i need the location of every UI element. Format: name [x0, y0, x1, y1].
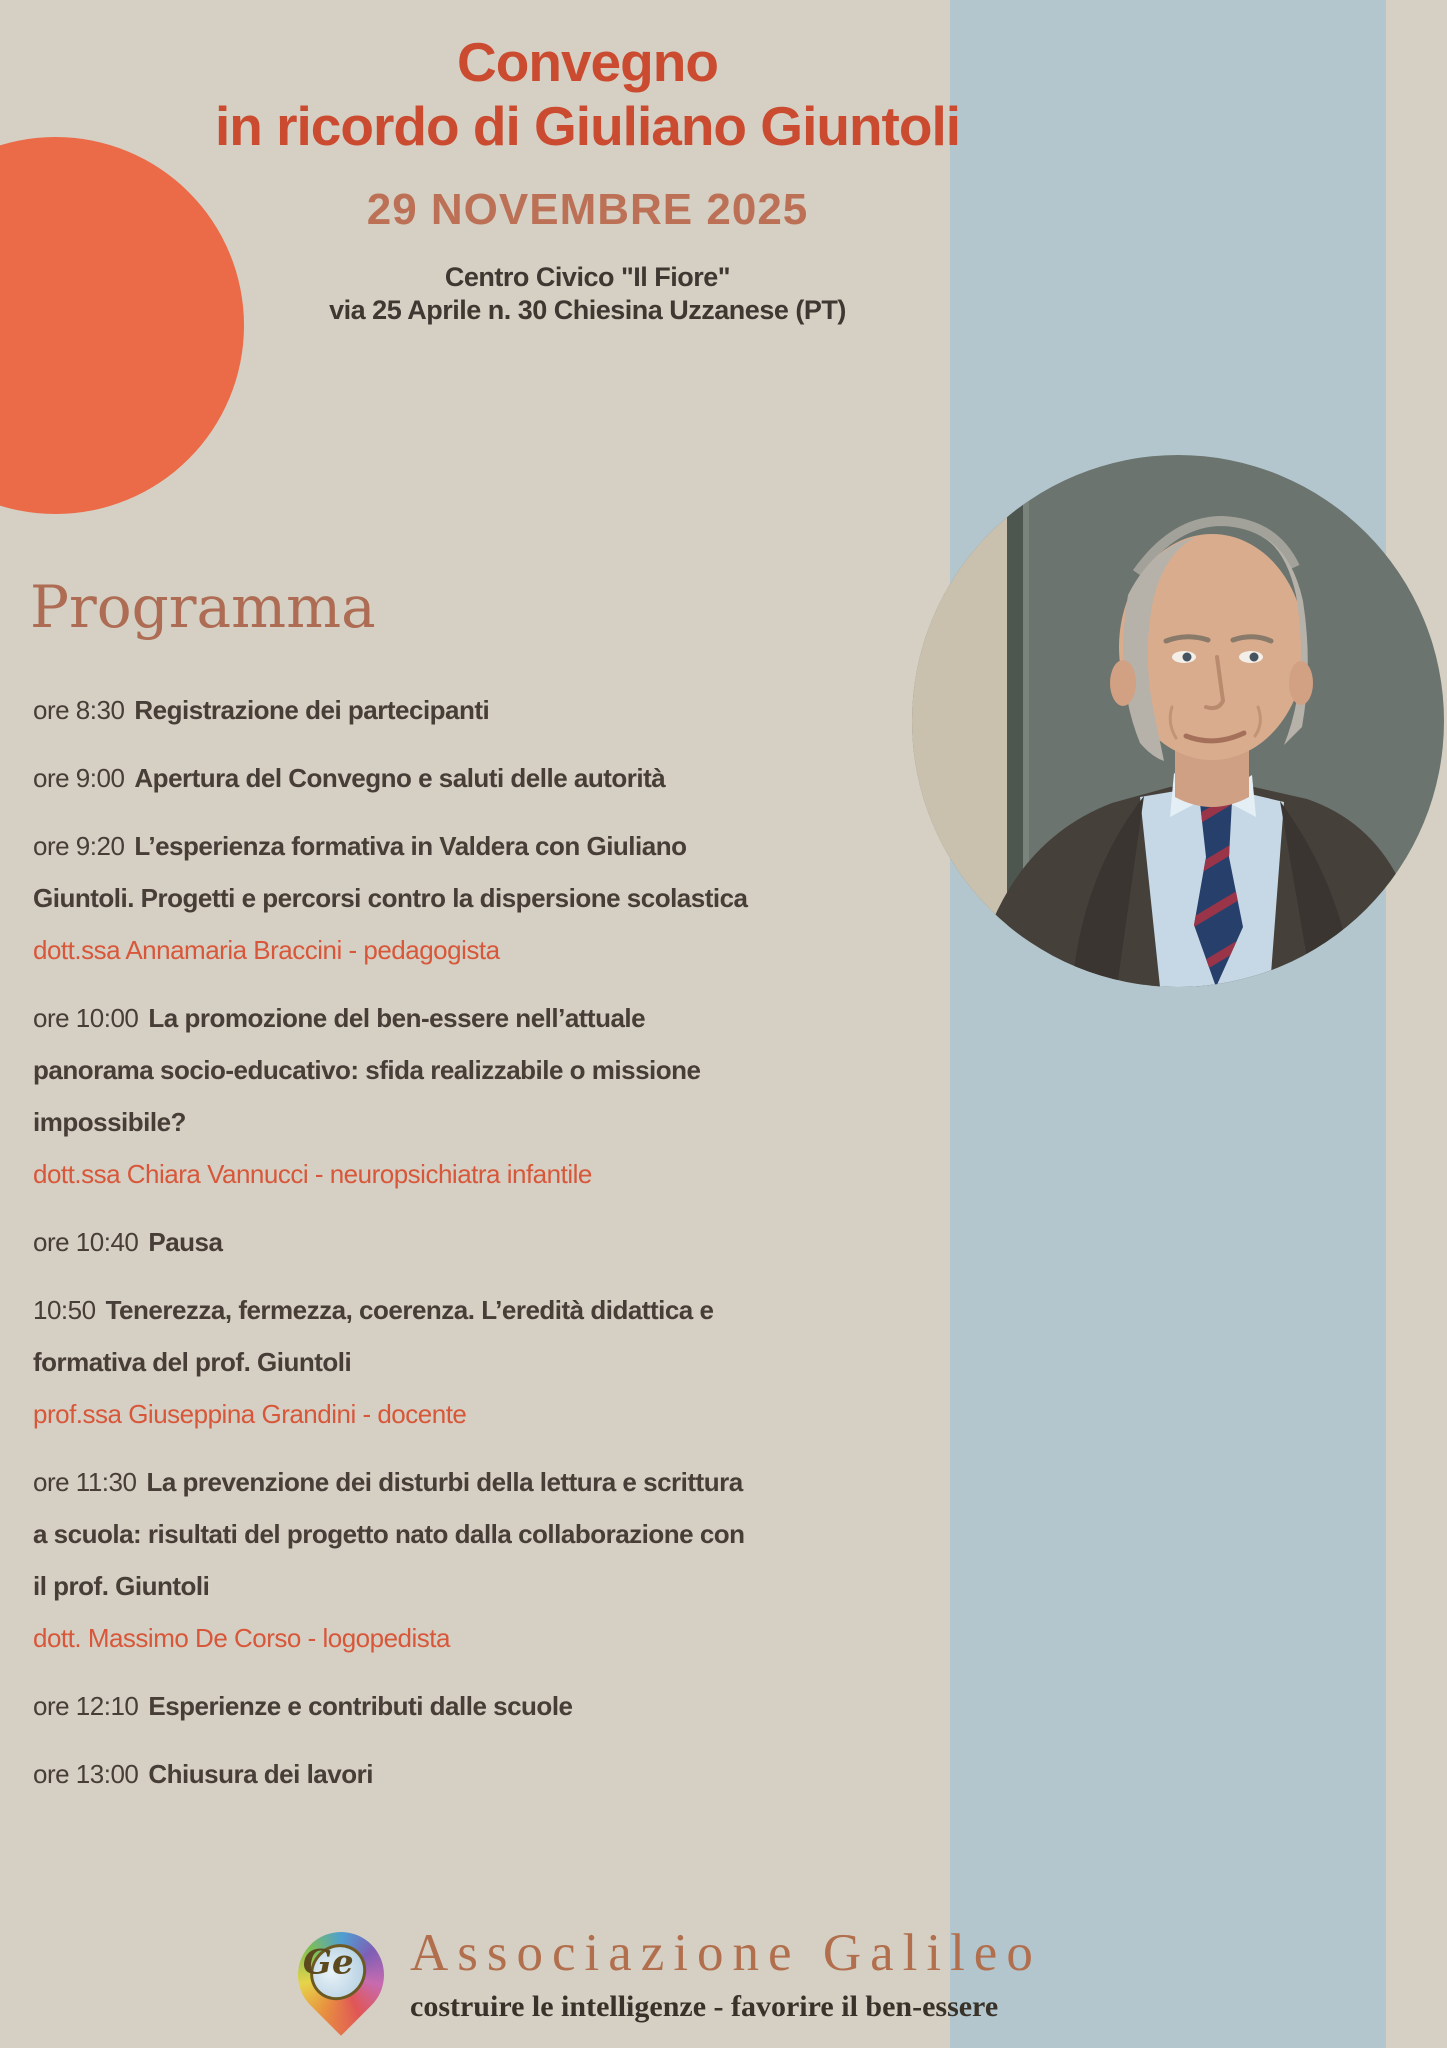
program-time: ore 10:40 — [33, 1227, 139, 1257]
program-entry-text — [33, 1284, 748, 1388]
program-title: L’esperienza formativa in Valdera con Giuliano Giuntoli. Progetti e percorsi contro la dispersione scolastica — [33, 831, 748, 913]
footer — [298, 1922, 1042, 2026]
program-entry-text — [33, 1680, 748, 1732]
program-time: ore 10:00 — [33, 1003, 139, 1033]
logo-monogram: Ge — [302, 1942, 354, 1983]
program-speaker: prof.ssa Giuseppina Grandini - docente — [33, 1399, 467, 1429]
program-speaker: dott. Massimo De Corso - logopedista — [33, 1623, 450, 1653]
program-item — [33, 684, 748, 736]
program-list — [33, 684, 748, 1816]
program-time: ore 12:10 — [33, 1691, 139, 1721]
poster-title-line1: Convegno — [457, 31, 718, 93]
program-title: Pausa — [148, 1227, 223, 1257]
program-entry-text — [33, 752, 748, 804]
program-item — [33, 1216, 748, 1268]
program-title: Registrazione dei partecipanti — [134, 695, 490, 725]
program-title: La prevenzione dei disturbi della lettura e scrittura a scuola: risultati del progetto nato dalla collaborazione con il prof. Giuntoli — [33, 1467, 745, 1601]
program-time: ore 11:30 — [33, 1467, 137, 1497]
program-entry-text — [33, 820, 748, 924]
organization-tagline: costruire le intelligenze - favorire il ben-essere — [410, 1990, 999, 2023]
organization-name: Associazione Galileo — [410, 1924, 1042, 1982]
program-title: Apertura del Convegno e saluti delle autorità — [134, 763, 666, 793]
program-time: 10:50 — [33, 1295, 96, 1325]
venue-address: via 25 Aprile n. 30 Chiesina Uzzanese (PT) — [329, 295, 846, 325]
program-entry-text — [33, 1748, 748, 1800]
program-entry-text — [33, 992, 748, 1148]
program-speaker: dott.ssa Annamaria Braccini - pedagogista — [33, 935, 500, 965]
program-item — [33, 1748, 748, 1800]
program-item — [33, 1680, 748, 1732]
program-item — [33, 752, 748, 804]
program-entry-text — [33, 684, 748, 736]
program-title: Chiusura dei lavori — [148, 1759, 373, 1789]
program-entry-text — [33, 1216, 748, 1268]
program-title: Esperienze e contributi dalle scuole — [148, 1691, 573, 1721]
program-item — [33, 1456, 748, 1664]
poster-header — [0, 30, 1175, 327]
portrait-photo — [912, 455, 1444, 987]
association-logo-icon — [280, 1914, 402, 2036]
program-time: ore 13:00 — [33, 1759, 139, 1789]
program-time: ore 8:30 — [33, 695, 125, 725]
portrait-illustration — [912, 455, 1444, 987]
program-title: La promozione del ben-essere nell’attuale panorama socio-educativo: sfida realizzabile o missione impossibile? — [33, 1003, 701, 1137]
section-heading-programma: Programma — [30, 573, 376, 641]
program-item — [33, 1284, 748, 1440]
venue-name: Centro Civico "Il Fiore" — [444, 262, 731, 292]
program-speaker: dott.ssa Chiara Vannucci - neuropsichiatra infantile — [33, 1159, 592, 1189]
poster-title-line2: in ricordo di Giuliano Giuntoli — [214, 95, 961, 157]
event-date: 29 NOVEMBRE 2025 — [366, 185, 809, 234]
footer-text-block — [410, 1922, 1042, 2026]
program-title: Tenerezza, fermezza, coerenza. L’eredità didattica e formativa del prof. Giuntoli — [33, 1295, 714, 1377]
program-time: ore 9:20 — [33, 831, 125, 861]
program-item — [33, 992, 748, 1200]
program-entry-text — [33, 1456, 748, 1612]
program-item — [33, 820, 748, 976]
program-time: ore 9:00 — [33, 763, 125, 793]
